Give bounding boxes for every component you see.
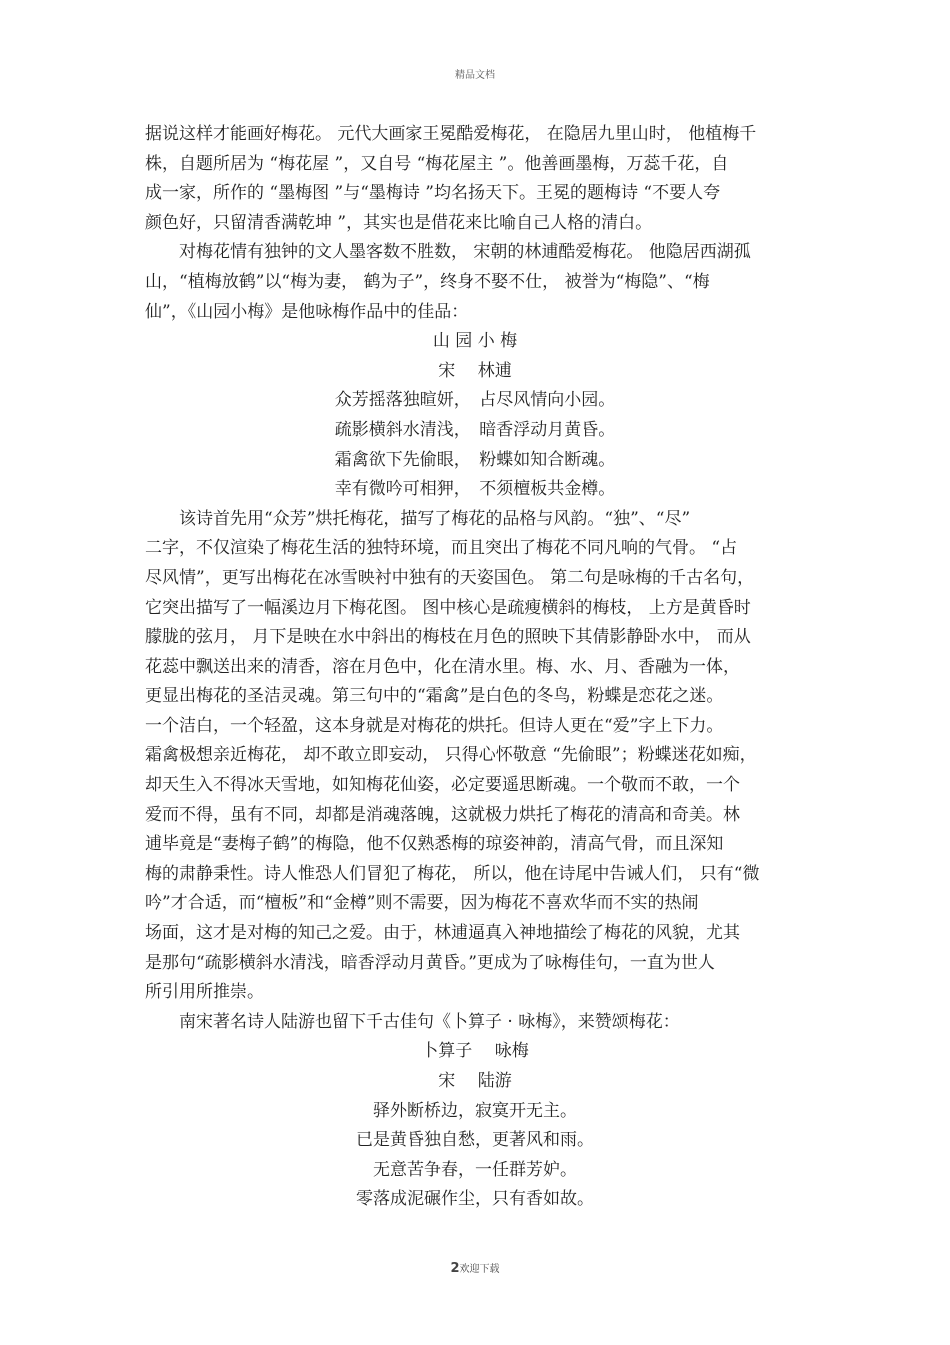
page-number: 2: [450, 1261, 460, 1276]
poem-line: 幸有微吟可相狎， 不须檀板共金樽。: [334, 479, 616, 500]
text-line: 梅的肃静秉性。诗人惟恐人们冒犯了梅花， 所以，他在诗尾中告诫人们， 只有“微: [145, 863, 760, 884]
poem-line: 卜算子 咏梅: [421, 1041, 529, 1062]
poem-line: 众芳摇落独暄妍， 占尽风情向小园。: [334, 390, 616, 411]
text-line: 所引用所推崇。: [145, 982, 264, 1003]
poem-line: 宋 林逋: [438, 360, 512, 381]
page-header: 精品文档: [455, 70, 495, 81]
poem-line: 山 园 小 梅: [432, 331, 518, 352]
page-footer: [0, 1260, 950, 1276]
text-line: 霜禽极想亲近梅花， 却不敢立即妄动， 只得心怀敬意 “先偷眼”；粉蝶迷花如痴，: [145, 745, 757, 766]
text-line: 爱而不得，虽有不同，却都是消魂落魄，这就极力烘托了梅花的清高和奇美。林: [145, 804, 740, 825]
text-line: 对梅花情有独钟的文人墨客数不胜数， 宋朝的林逋酷爱梅花。 他隐居西湖孤: [179, 242, 751, 263]
poem-line: 霜禽欲下先偷眼， 粉蝶如知合断魂。: [334, 449, 616, 470]
text-line: 成一家，所作的 “墨梅图 ”与“墨梅诗 ”均名扬天下。王冕的题梅诗 “不要人夸: [145, 183, 721, 204]
text-line: 场面，这才是对梅的知己之爱。由于，林逋逼真入神地描绘了梅花的风貌，尤其: [145, 923, 740, 944]
text-line: 该诗首先用“众芳”烘托梅花，描写了梅花的品格与风韵。“独”、“尽”: [179, 508, 691, 529]
text-line: 花蕊中飘送出来的清香，溶在月色中，化在清水里。梅、水、月、香融为一体，: [145, 656, 740, 677]
poem-line: 驿外断桥边，寂寞开无主。: [373, 1100, 577, 1121]
poem-line: 无意苦争春，一任群芳妒。: [373, 1159, 577, 1180]
text-line: 二字，不仅渲染了梅花生活的独特环境，而且突出了梅花不同凡响的气骨。 “占: [145, 538, 738, 559]
poem-line: 已是黄昏独自愁，更著风和雨。: [356, 1130, 594, 1151]
text-line: 山，“植梅放鹤”以“梅为妻， 鹤为子”，终身不娶不仕， 被誉为“梅隐”、“梅: [145, 271, 710, 292]
text-line: 是那句“疏影横斜水清浅，暗香浮动月黄昏。”更成为了咏梅佳句，一直为世人: [145, 952, 715, 973]
poem-line: 疏影横斜水清浅， 暗香浮动月黄昏。: [334, 419, 616, 440]
text-line: 更显出梅花的圣洁灵魂。第三句中的“霜禽”是白色的冬鸟，粉蝶是恋花之迷。: [145, 686, 724, 707]
text-line: 尽风情”，更写出梅花在冰雪映衬中独有的天姿国色。 第二句是咏梅的千古名句，: [145, 567, 755, 588]
text-line: 逋毕竟是“妻梅子鹤”的梅隐，他不仅熟悉梅的琼姿神韵，清高气骨，而且深知: [145, 834, 724, 855]
text-line: 朦胧的弦月， 月下是映在水中斜出的梅枝在月色的照映下其倩影静卧水中， 而从: [145, 627, 751, 648]
text-line: 却天生入不得冰天雪地，如知梅花仙姿，必定要遥思断魂。一个敬而不敢，一个: [145, 775, 740, 796]
footer-note: 欢迎下载: [459, 1264, 500, 1275]
text-line: 一个洁白，一个轻盈，这本身就是对梅花的烘托。但诗人更在“爱”字上下力。: [145, 715, 724, 736]
document-body: [145, 120, 805, 1215]
poem-line: 宋 陆游: [438, 1071, 512, 1091]
text-line: 株，自题所居为 “梅花屋 ”，又自号 “梅花屋主 ”。他善画墨梅，万蕊千花，自: [145, 153, 729, 174]
text-line: 它突出描写了一幅溪边月下梅花图。 图中核心是疏瘦横斜的梅枝， 上方是黄昏时: [145, 597, 751, 618]
text-line: 颜色好，只留清香满乾坤 ”，其实也是借花来比喻自己人格的清白。: [145, 212, 653, 233]
poem-line: 零落成泥碾作尘，只有香如故。: [356, 1189, 594, 1210]
text-line: 据说这样才能画好梅花。 元代大画家王冕酷爱梅花， 在隐居九里山时， 他植梅千: [145, 124, 757, 144]
text-line: 仙”，《山园小梅》是他咏梅作品中的佳品：: [145, 301, 469, 322]
text-line: 吟”才合适，而“檀板”和“金樽”则不需要，因为梅花不喜欢华而不实的热闹: [145, 893, 699, 914]
text-line: 南宋著名诗人陆游也留下千古佳句《卜算子 · 咏梅》，来赞颂梅花：: [179, 1011, 680, 1032]
